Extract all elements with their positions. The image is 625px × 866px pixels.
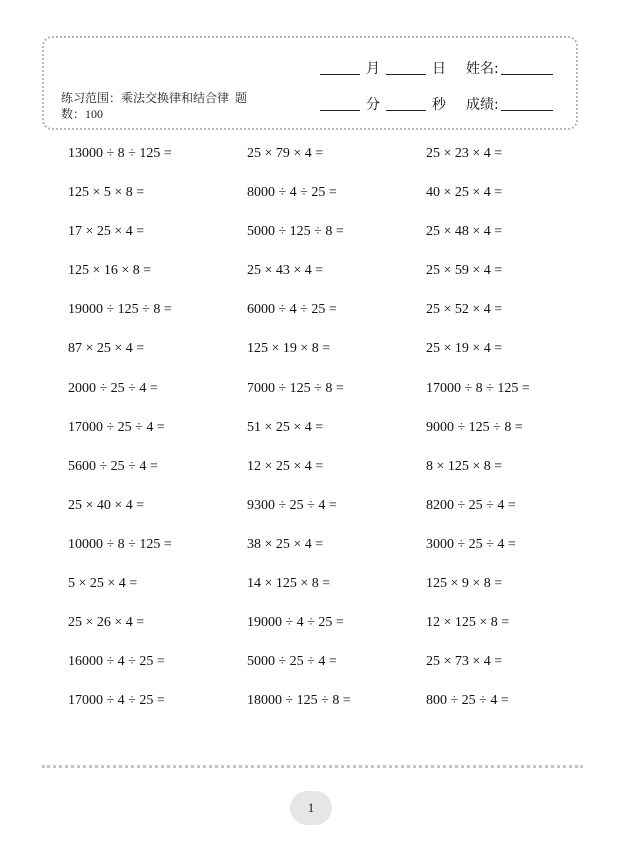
problem-item: 2000 ÷ 25 ÷ 4 =	[68, 380, 158, 396]
problem-item: 25 × 79 × 4 =	[247, 146, 324, 161]
problem-item: 8200 ÷ 25 ÷ 4 =	[426, 497, 516, 513]
second-label: 秒	[432, 97, 446, 113]
problem-item: 12 × 125 × 8 =	[426, 615, 510, 631]
month-blank[interactable]	[320, 73, 360, 75]
exercise-info	[61, 90, 251, 122]
problem-item: 18000 ÷ 125 ÷ 8 =	[247, 693, 351, 709]
problem-item: 125 × 9 × 8 =	[426, 576, 503, 592]
problem-item: 16000 ÷ 4 ÷ 25 =	[68, 654, 165, 670]
problem-item: 10000 ÷ 8 ÷ 125 =	[68, 536, 172, 552]
minute-label: 分	[366, 97, 380, 113]
problem-item: 12 × 25 × 4 =	[247, 458, 324, 474]
time-score-row	[316, 94, 557, 114]
problem-item: 25 × 26 × 4 =	[68, 615, 145, 631]
problem-item: 25 × 48 × 4 =	[426, 224, 503, 240]
problem-item: 6000 ÷ 4 ÷ 25 =	[247, 302, 337, 318]
bottom-divider	[42, 765, 583, 768]
problem-item: 125 × 5 × 8 =	[68, 185, 145, 201]
name-label: 姓名:	[466, 61, 499, 77]
date-name-row	[316, 58, 557, 78]
problem-item: 51 × 25 × 4 =	[247, 419, 324, 435]
problem-item: 25 × 59 × 4 =	[426, 263, 503, 279]
problem-item: 25 × 43 × 4 =	[247, 263, 324, 279]
worksheet-header	[42, 36, 578, 130]
problem-item: 25 × 40 × 4 =	[68, 497, 145, 513]
page-number-badge	[290, 791, 332, 825]
problem-item: 8000 ÷ 4 ÷ 25 =	[247, 185, 337, 201]
problem-item: 17 × 25 × 4 =	[68, 224, 145, 240]
problem-item: 9300 ÷ 25 ÷ 4 =	[247, 497, 337, 513]
problem-item: 87 × 25 × 4 =	[68, 341, 145, 357]
problem-item: 19000 ÷ 4 ÷ 25 =	[247, 615, 344, 631]
score-blank[interactable]	[501, 109, 553, 111]
problem-item: 8 × 125 × 8 =	[426, 458, 503, 474]
problem-item: 800 ÷ 25 ÷ 4 =	[426, 693, 509, 709]
problem-item: 17000 ÷ 4 ÷ 25 =	[68, 693, 165, 709]
problem-item: 5 × 25 × 4 =	[68, 576, 138, 592]
problem-item: 9000 ÷ 125 ÷ 8 =	[426, 419, 523, 435]
page-number: 1	[307, 800, 315, 815]
month-label: 月	[366, 61, 380, 77]
problem-item: 38 × 25 × 4 =	[247, 536, 324, 552]
problem-item: 14 × 125 × 8 =	[247, 576, 331, 592]
second-blank[interactable]	[386, 109, 426, 111]
problem-item: 5000 ÷ 25 ÷ 4 =	[247, 654, 337, 670]
problem-item: 17000 ÷ 8 ÷ 125 =	[426, 380, 530, 396]
day-label: 日	[432, 61, 446, 77]
problem-item: 25 × 19 × 4 =	[426, 341, 503, 357]
problem-item: 3000 ÷ 25 ÷ 4 =	[426, 536, 516, 552]
score-label: 成绩:	[466, 97, 499, 113]
problem-item: 25 × 52 × 4 =	[426, 302, 503, 318]
problem-grid	[68, 144, 588, 730]
count-label: 题数：	[61, 91, 248, 121]
problem-item: 13000 ÷ 8 ÷ 125 =	[68, 146, 172, 161]
problem-item: 19000 ÷ 125 ÷ 8 =	[68, 302, 172, 318]
problem-item: 125 × 19 × 8 =	[247, 341, 331, 357]
day-blank[interactable]	[386, 73, 426, 75]
problem-item: 40 × 25 × 4 =	[426, 185, 503, 201]
minute-blank[interactable]	[320, 109, 360, 111]
problem-item: 25 × 23 × 4 =	[426, 146, 503, 161]
problem-item: 17000 ÷ 25 ÷ 4 =	[68, 419, 165, 435]
scope-label: 练习范围：乘法交换律和结合律	[61, 91, 230, 105]
problem-item: 7000 ÷ 125 ÷ 8 =	[247, 380, 344, 396]
problem-item: 5000 ÷ 125 ÷ 8 =	[247, 224, 344, 240]
count-value: 100	[85, 107, 104, 121]
name-blank[interactable]	[501, 73, 553, 75]
problem-item: 5600 ÷ 25 ÷ 4 =	[68, 458, 158, 474]
problem-item: 125 × 16 × 8 =	[68, 263, 152, 279]
problem-item: 25 × 73 × 4 =	[426, 654, 503, 670]
